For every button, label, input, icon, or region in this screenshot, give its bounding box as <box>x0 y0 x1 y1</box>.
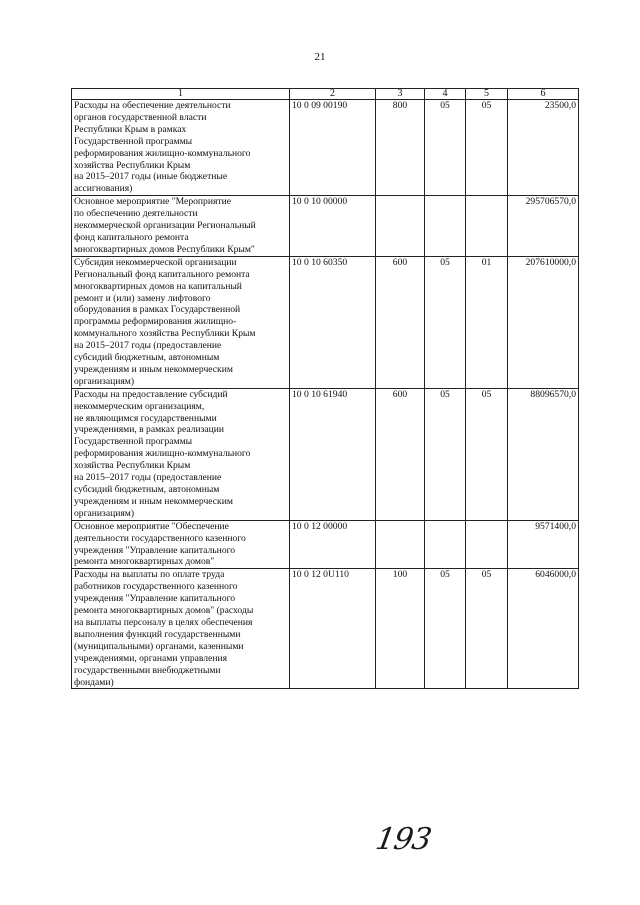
table-row <box>72 196 579 257</box>
row-subsection <box>466 520 508 569</box>
row-expense-type <box>376 196 425 257</box>
row-description: Основное мероприятие "Обеспечение деятельности государственного казенного учреждения "Управление капитального ремонта многоквартирных домов" <box>72 520 290 569</box>
column-header-expense-type: 3 <box>376 89 425 100</box>
table-row <box>72 256 579 388</box>
row-section: 05 <box>425 569 466 689</box>
row-code: 10 0 10 61940 <box>290 388 376 520</box>
row-section <box>425 520 466 569</box>
row-subsection: 01 <box>466 256 508 388</box>
row-code: 10 0 10 60350 <box>290 256 376 388</box>
row-description: Расходы на выплаты по оплате труда работников государственного казенного учреждения "Управление капитального ремонта многоквартирных домов" (расходы на выплаты персоналу в целях обеспечения выполнения функций государственными (муниципальными) органами, казенными учреждениями, органами управления государственными внебюджетными фондами) <box>72 569 290 689</box>
row-code: 10 0 12 00000 <box>290 520 376 569</box>
row-expense-type <box>376 520 425 569</box>
row-subsection: 05 <box>466 569 508 689</box>
row-description: Расходы на обеспечение деятельности органов государственной власти Республики Крым в рамках Государственной программы реформирования жилищно-коммунального хозяйства Республики Крым на 2015–2017 годы (иные бюджетные ассигнования) <box>72 100 290 196</box>
row-amount: 207610000,0 <box>508 256 579 388</box>
row-description: Расходы на предоставление субсидий некоммерческим организациям, не являющимся государственными учреждениями, в рамках реализации Государственной программы реформирования жилищно-коммунального хозяйства Республики Крым на 2015–2017 годы (предоставление субсидий бюджетным, автономным учреждениям и иным некоммерческим организациям) <box>72 388 290 520</box>
column-header-section: 4 <box>425 89 466 100</box>
row-amount: 295706570,0 <box>508 196 579 257</box>
table-row <box>72 388 579 520</box>
page-number: 21 <box>314 51 326 63</box>
row-code: 10 0 10 00000 <box>290 196 376 257</box>
row-section: 05 <box>425 256 466 388</box>
table-header-row <box>72 89 579 100</box>
row-description: Субсидия некоммерческой организации Региональный фонд капитального ремонта многоквартирных домов на капитальный ремонт и (или) замену лифтового оборудования в рамках Государственной программы реформирования жилищно- коммунального хозяйства Республики Крым на 2015–2017 годы (предоставление субсидий бюджетным, автономным учреждениям и иным некоммерческим организациям) <box>72 256 290 388</box>
column-header-code: 2 <box>290 89 376 100</box>
row-expense-type: 800 <box>376 100 425 196</box>
row-code: 10 0 12 0U110 <box>290 569 376 689</box>
row-expense-type: 600 <box>376 256 425 388</box>
row-section <box>425 196 466 257</box>
row-description: Основное мероприятие "Мероприятие по обеспечению деятельности некоммерческой организации Региональный фонд капитального ремонта многоквартирных домов Республики Крым" <box>72 196 290 257</box>
row-amount: 23500,0 <box>508 100 579 196</box>
row-section: 05 <box>425 100 466 196</box>
row-amount: 6046000,0 <box>508 569 579 689</box>
row-section: 05 <box>425 388 466 520</box>
column-header-amount: 6 <box>508 89 579 100</box>
row-code: 10 0 09 00190 <box>290 100 376 196</box>
table-row <box>72 520 579 569</box>
row-subsection: 05 <box>466 388 508 520</box>
table-row <box>72 100 579 196</box>
column-header-description: 1 <box>72 89 290 100</box>
row-subsection <box>466 196 508 257</box>
handwritten-page-number: 193 <box>372 822 434 857</box>
row-subsection: 05 <box>466 100 508 196</box>
table-row <box>72 569 579 689</box>
row-amount: 88096570,0 <box>508 388 579 520</box>
budget-table <box>71 88 579 689</box>
row-amount: 9571400,0 <box>508 520 579 569</box>
row-expense-type: 600 <box>376 388 425 520</box>
row-expense-type: 100 <box>376 569 425 689</box>
column-header-subsection: 5 <box>466 89 508 100</box>
